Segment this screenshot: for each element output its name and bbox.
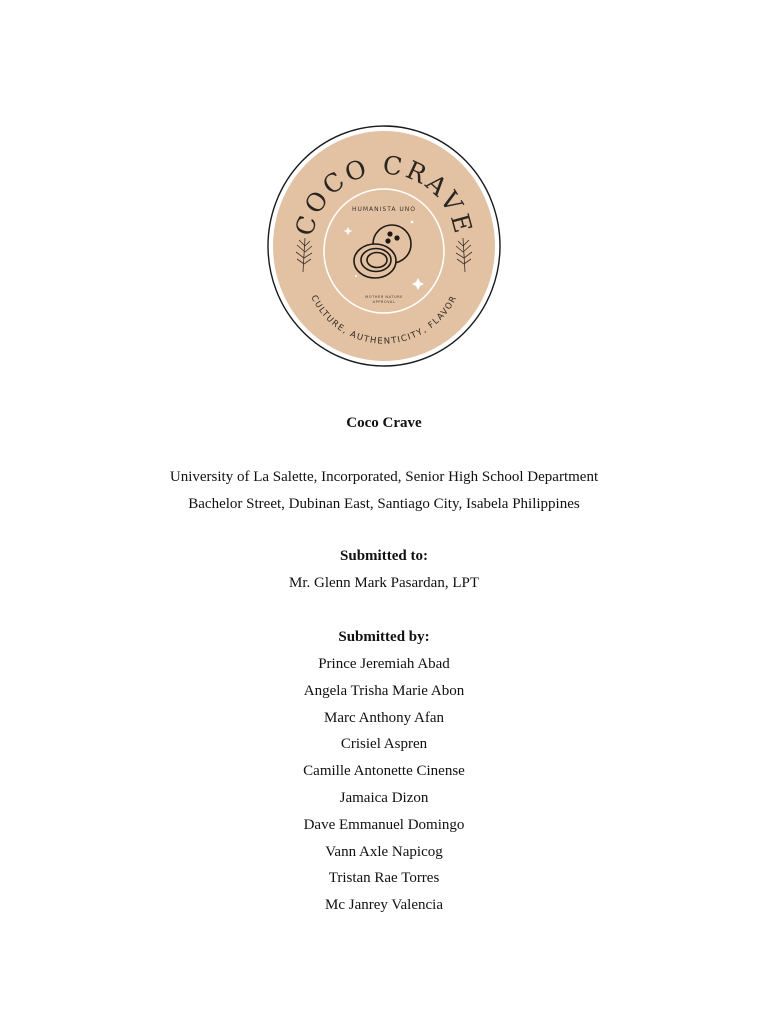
school-name: University of La Salette, Incorporated, Senior High School Department [169, 469, 599, 485]
logo-approval-line2: APPROVAL [372, 300, 396, 304]
submitted-to-label: Submitted to: [340, 548, 428, 564]
submitted-to-name: Mr. Glenn Mark Pasardan, LPT [289, 575, 479, 591]
member-name: Jamaica Dizon [339, 789, 429, 806]
logo-brand-arc: COCO CRAVE [289, 150, 479, 239]
member-name: Vann Axle Napicog [325, 843, 443, 860]
member-name: Dave Emmanuel Domingo [303, 816, 465, 833]
member-list [0, 655, 768, 923]
member-name: Prince Jeremiah Abad [318, 656, 450, 672]
member-name: Camille Antonette Cinense [303, 763, 465, 780]
member-name: Tristan Rae Torres [328, 870, 440, 887]
member-name: Marc Anthony Afan [324, 709, 444, 726]
school-address: Bachelor Street, Dubinan East, Santiago City, Isabela Philippines [188, 496, 580, 512]
member-name: Angela Trisha Marie Abon [303, 682, 465, 699]
member-name: Crisiel Aspren [340, 736, 428, 753]
submitted-by-label: Submitted by: [338, 629, 430, 645]
coco-crave-logo [266, 124, 502, 368]
document-title: Coco Crave [346, 415, 422, 431]
logo-tagline-arc: CULTURE, AUTHENTICITY, FLAVOR [308, 293, 460, 347]
logo-approval-line1: MOTHER NATURE [365, 295, 403, 299]
member-name: Mc Janrey Valencia [324, 897, 443, 914]
logo-inner-label: HUMANISTA UNO [351, 206, 417, 213]
